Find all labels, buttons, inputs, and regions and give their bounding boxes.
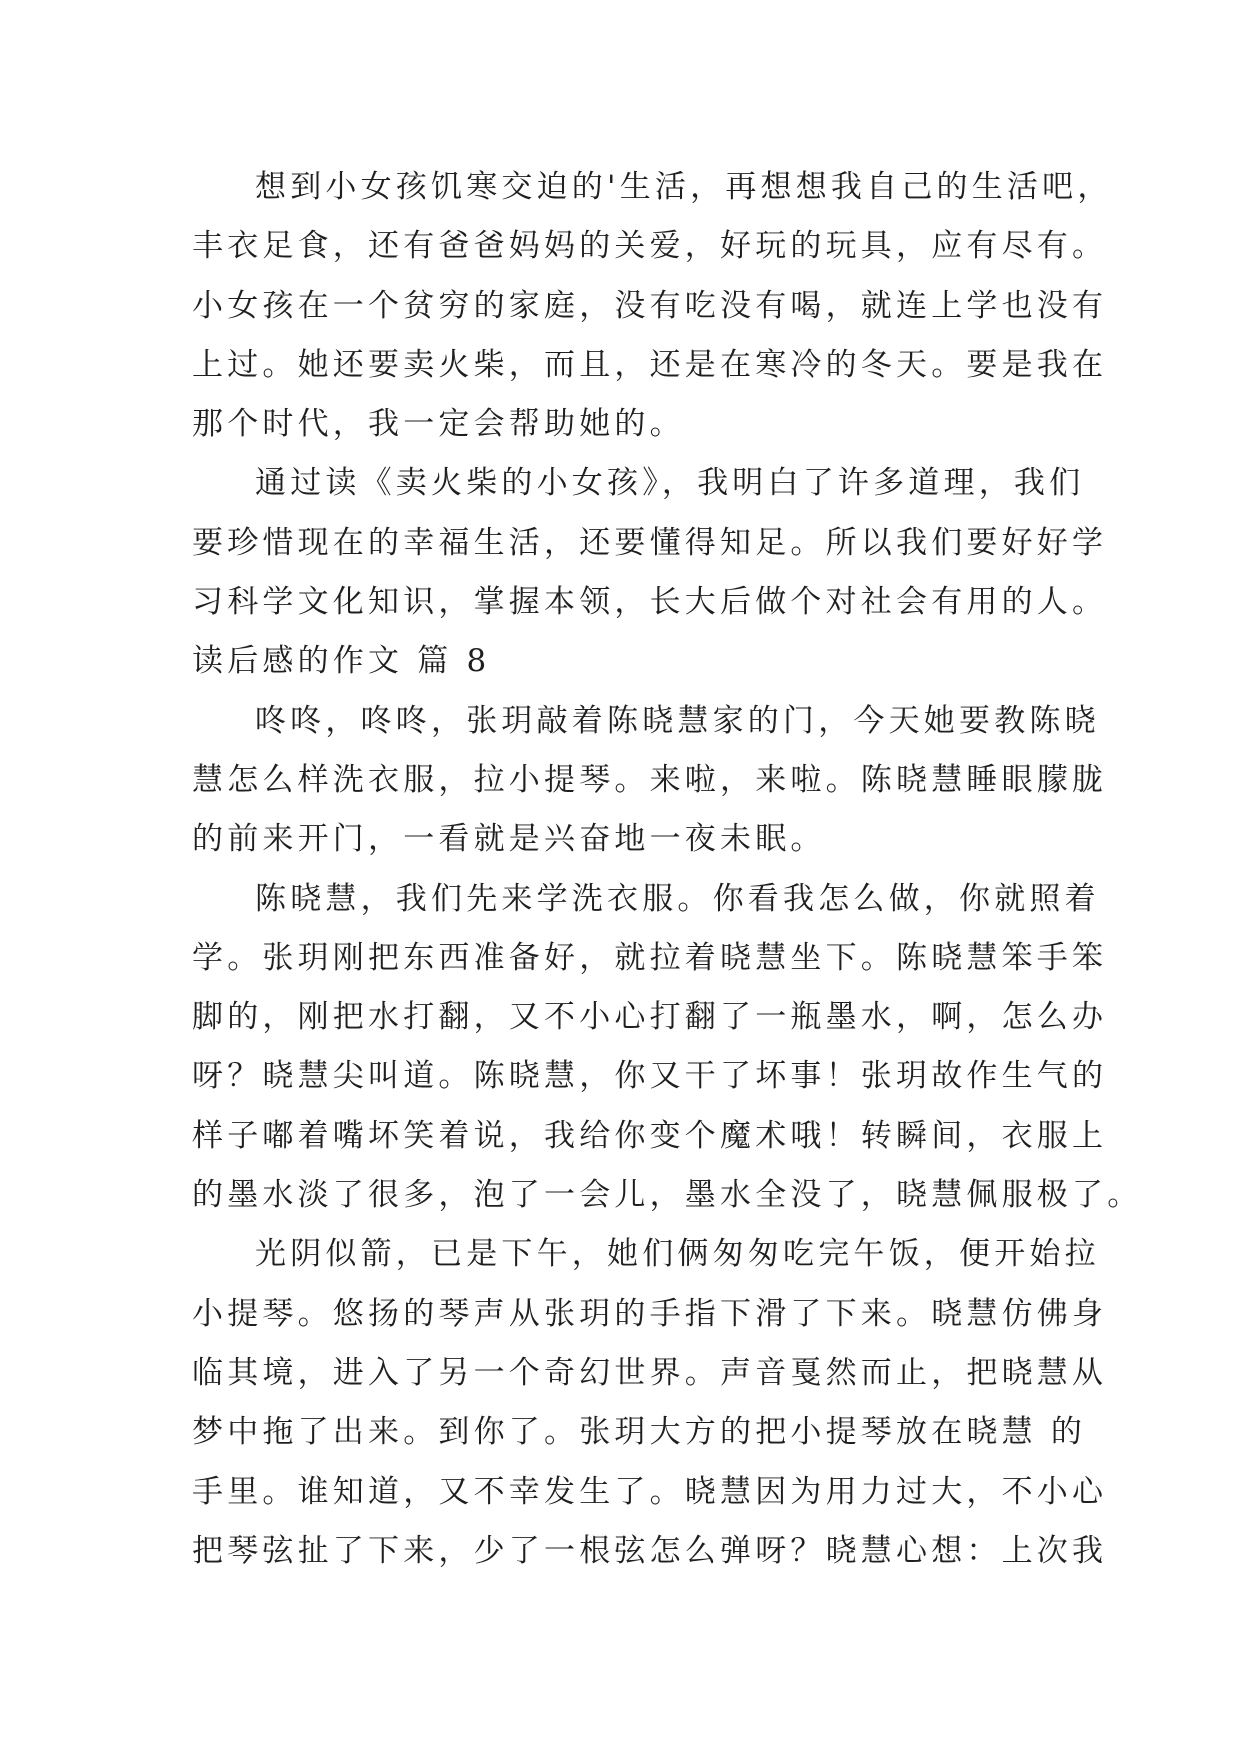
text-line: 咚咚，咚咚，张玥敲着陈晓慧家的门，今天她要教陈晓 bbox=[255, 702, 1100, 739]
text-line: 那个时代，我一定会帮助她的。 bbox=[192, 406, 685, 443]
text-line: 陈晓慧，我们先来学洗衣服。你看我怎么做，你就照着 bbox=[255, 880, 1100, 917]
text-line: 习科学文化知识，掌握本领，长大后做个对社会有用的人。 bbox=[192, 584, 1108, 621]
section-heading: 读后感的作文 篇 8 bbox=[192, 643, 491, 680]
text-line: 丰衣足食，还有爸爸妈妈的关爱，好玩的玩具，应有尽有。 bbox=[192, 228, 1108, 265]
text-line: 学。张玥刚把东西准备好，就拉着晓慧坐下。陈晓慧笨手笨 bbox=[192, 939, 1108, 976]
text-line: 要珍惜现在的幸福生活，还要懂得知足。所以我们要好好学 bbox=[192, 524, 1108, 561]
text-line: 梦中拖了出来。到你了。张玥大方的把小提琴放在晓慧 的 bbox=[192, 1414, 1087, 1451]
text-line: 脚的，刚把水打翻，又不小心打翻了一瓶墨水，啊，怎么办 bbox=[192, 999, 1108, 1036]
text-line: 想到小女孩饥寒交迫的'生活，再想想我自己的生活吧， bbox=[255, 169, 1113, 205]
text-line: 的前来开门，一看就是兴奋地一夜未眠。 bbox=[192, 821, 826, 858]
text-line: 手里。谁知道，又不幸发生了。晓慧因为用力过大，不小心 bbox=[192, 1473, 1108, 1510]
text-line: 光阴似箭，已是下午，她们俩匆匆吃完午饭，便开始拉 bbox=[255, 1236, 1100, 1273]
text-line: 把琴弦扯了下来，少了一根弦怎么弹呀？晓慧心想：上次我 bbox=[192, 1532, 1108, 1569]
text-line: 临其境，进入了另一个奇幻世界。声音戛然而止，把晓慧从 bbox=[192, 1354, 1108, 1391]
text-line: 小女孩在一个贫穷的家庭，没有吃没有喝，就连上学也没有 bbox=[192, 287, 1108, 324]
document-body bbox=[192, 158, 1143, 1581]
text-line: 慧怎么样洗衣服，拉小提琴。来啦，来啦。陈晓慧睡眼朦胧 bbox=[192, 761, 1108, 798]
text-line: 的墨水淡了很多，泡了一会儿，墨水全没了，晓慧佩服极了。 bbox=[192, 1177, 1143, 1214]
text-line: 通过读《卖火柴的小女孩》，我明白了许多道理，我们 bbox=[255, 465, 1085, 502]
text-line: 小提琴。悠扬的琴声从张玥的手指下滑了下来。晓慧仿佛身 bbox=[192, 1295, 1108, 1332]
text-line: 上过。她还要卖火柴，而且，还是在寒冷的冬天。要是我在 bbox=[192, 346, 1108, 383]
text-line: 呀？晓慧尖叫道。陈晓慧，你又干了坏事！张玥故作生气的 bbox=[192, 1058, 1108, 1095]
text-line: 样子嘟着嘴坏笑着说，我给你变个魔术哦！转瞬间，衣服上 bbox=[192, 1117, 1108, 1154]
